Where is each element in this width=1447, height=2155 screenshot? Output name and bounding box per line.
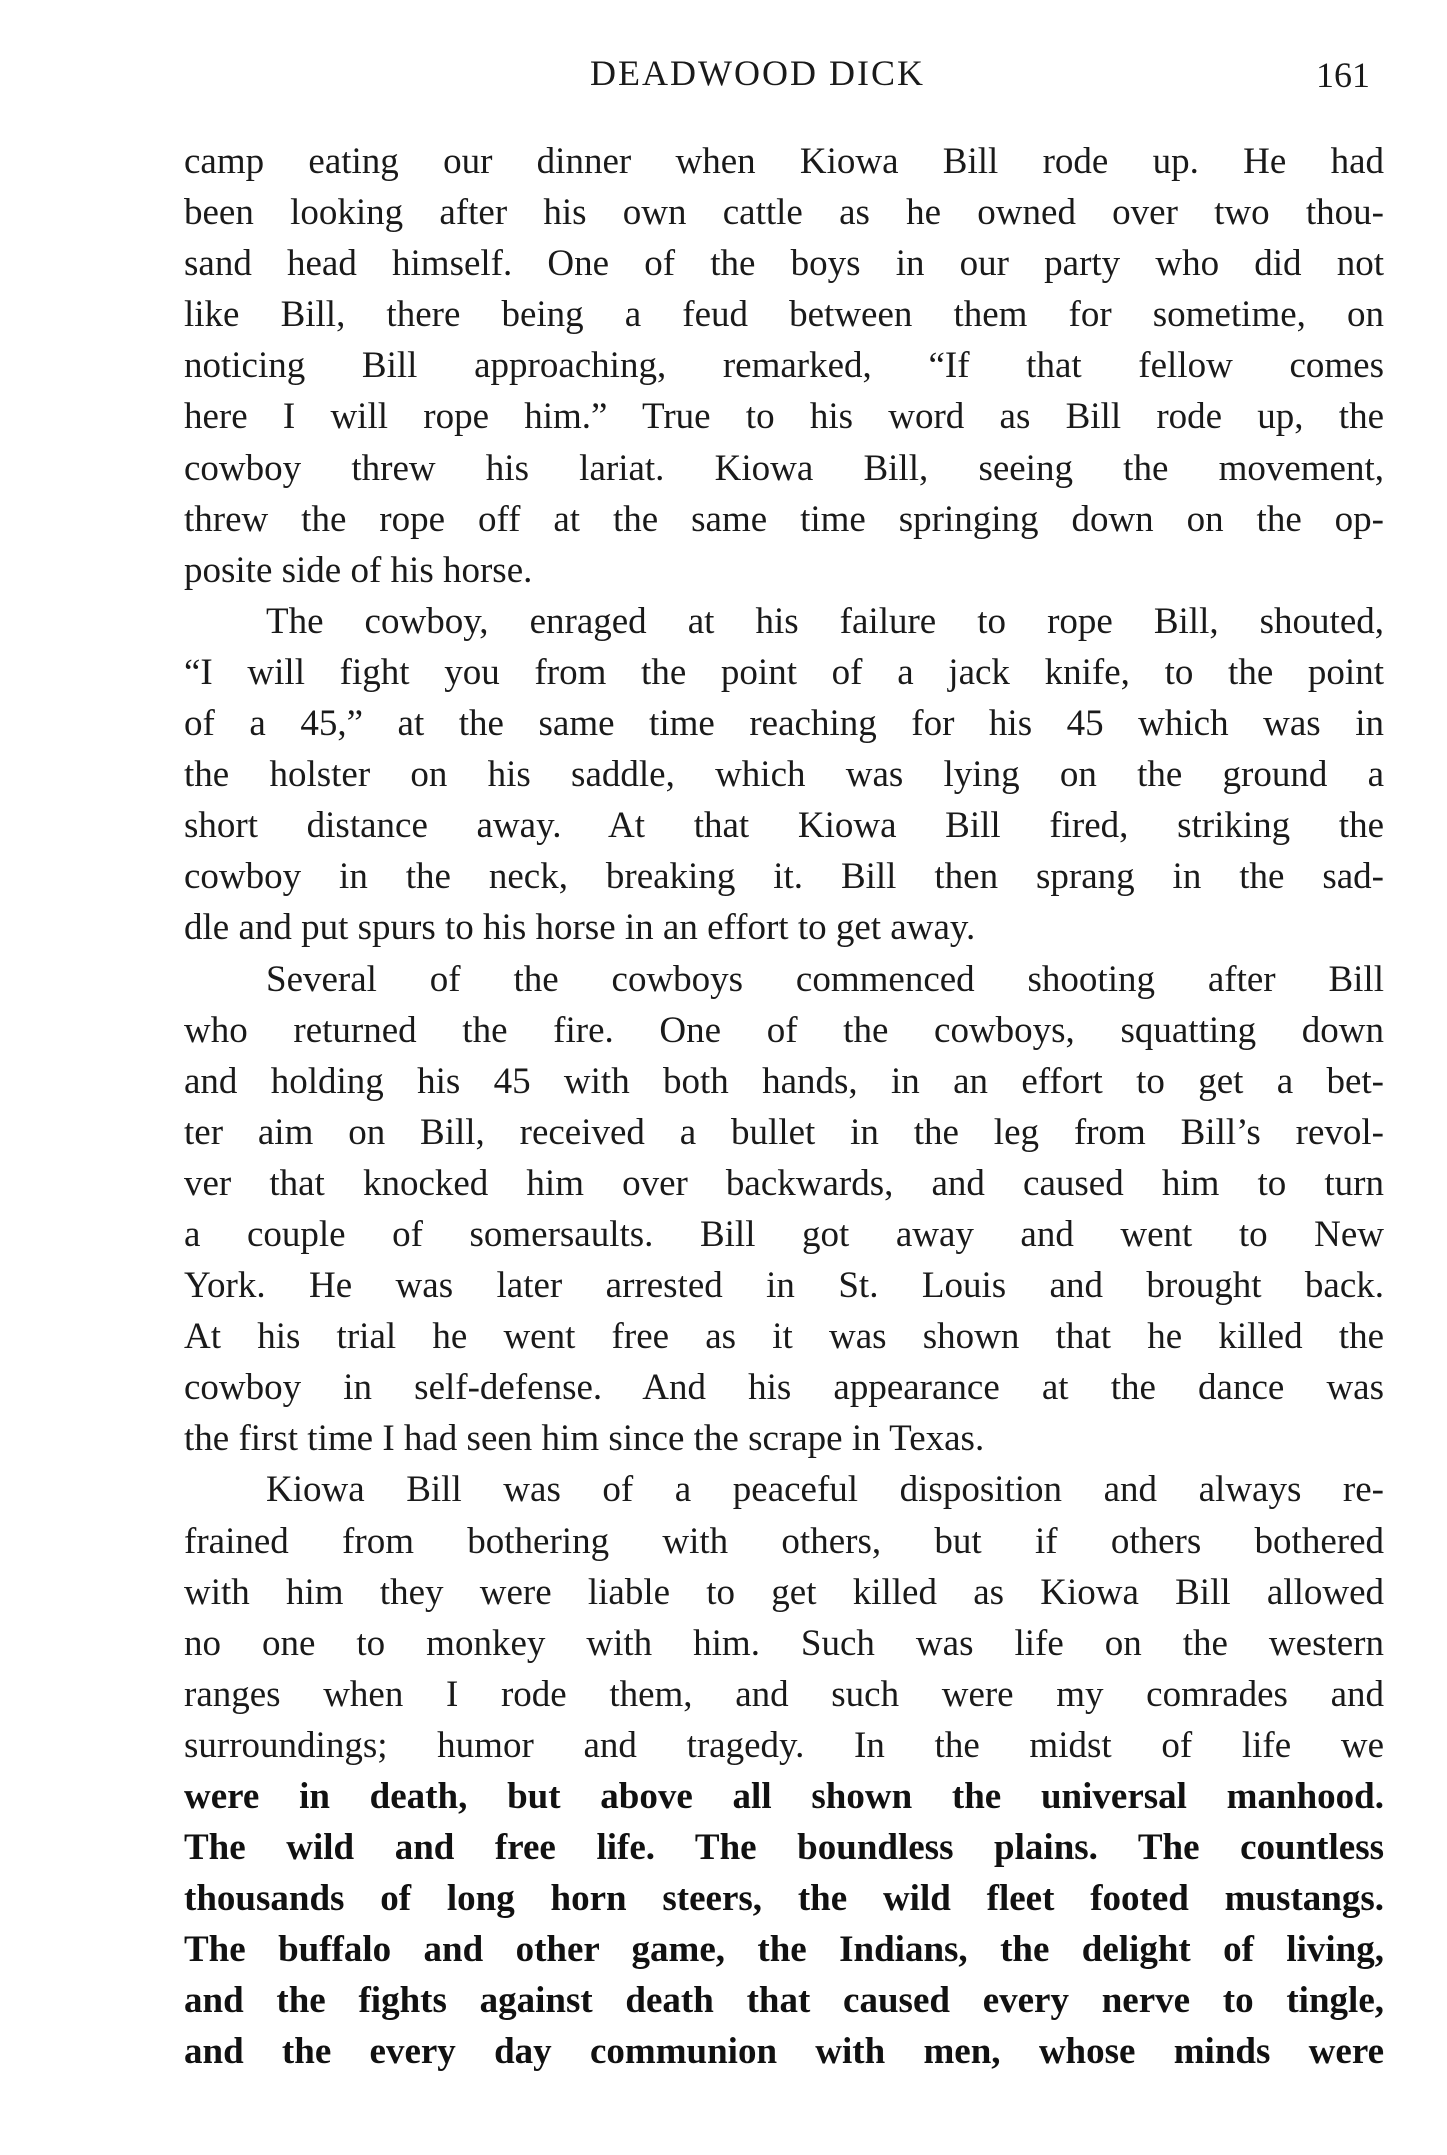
text-line: The cowboy, enraged at his failure to rope Bill, shouted, bbox=[266, 600, 1384, 642]
text-line: The wild and free life. The boundless plains. The countless bbox=[184, 1827, 1384, 1869]
text-line: dle and put spurs to his horse in an effort to get away. bbox=[184, 907, 976, 949]
text-line: “I will fight you from the point of a jack knife, to the point bbox=[184, 651, 1384, 693]
text-line: posite side of his horse. bbox=[184, 549, 533, 591]
running-title: DEADWOOD DICK bbox=[590, 53, 925, 93]
text-line: ter aim on Bill, received a bullet in the leg from Bill’s revol- bbox=[184, 1111, 1384, 1153]
text-line: Several of the cowboys commenced shooting after Bill bbox=[266, 958, 1384, 1000]
text-line: a couple of somersaults. Bill got away and went to New bbox=[184, 1213, 1384, 1255]
text-line: no one to monkey with him. Such was life on the western bbox=[184, 1622, 1384, 1664]
text-line: the first time I had seen him since the scrape in Texas. bbox=[184, 1418, 985, 1460]
text-line: surroundings; humor and tragedy. In the midst of life we bbox=[184, 1724, 1384, 1766]
text-line: ver that knocked him over backwards, and caused him to turn bbox=[184, 1162, 1384, 1204]
text-line: been looking after his own cattle as he owned over two thou- bbox=[184, 192, 1384, 234]
text-line: the holster on his saddle, which was lying on the ground a bbox=[184, 754, 1384, 796]
text-line: camp eating our dinner when Kiowa Bill rode up. He had bbox=[184, 141, 1384, 182]
text-line: sand head himself. One of the boys in our party who did not bbox=[184, 243, 1384, 285]
text-line: with him they were liable to get killed as Kiowa Bill allowed bbox=[184, 1571, 1384, 1613]
text-line: cowboy in the neck, breaking it. Bill then sprang in the sad- bbox=[184, 856, 1384, 898]
text-line: cowboy in self-defense. And his appearance at the dance was bbox=[184, 1367, 1384, 1409]
page-number: 161 bbox=[1316, 55, 1370, 95]
text-line: York. He was later arrested in St. Louis and brought back. bbox=[184, 1265, 1384, 1307]
text-line: thousands of long horn steers, the wild fleet footed mustangs. bbox=[184, 1878, 1384, 1920]
text-line: frained from bothering with others, but if others bothered bbox=[184, 1520, 1384, 1562]
text-line: were in death, but above all shown the universal manhood. bbox=[184, 1776, 1384, 1817]
running-header bbox=[0, 52, 1447, 102]
text-line: ranges when I rode them, and such were my comrades and bbox=[184, 1673, 1384, 1715]
text-line: Kiowa Bill was of a peaceful disposition and always re- bbox=[266, 1469, 1384, 1511]
text-line: short distance away. At that Kiowa Bill fired, striking the bbox=[184, 805, 1384, 847]
text-line: of a 45,” at the same time reaching for his 45 which was in bbox=[184, 703, 1384, 745]
text-line: here I will rope him.” True to his word as Bill rode up, the bbox=[184, 396, 1384, 438]
text-line: and the every day communion with men, whose minds were bbox=[184, 2031, 1384, 2073]
text-line: who returned the fire. One of the cowboys, squatting down bbox=[184, 1009, 1384, 1051]
text-line: and holding his 45 with both hands, in an effort to get a bet- bbox=[184, 1060, 1384, 1102]
body-text bbox=[184, 136, 1384, 2078]
text-line: threw the rope off at the same time springing down on the op- bbox=[184, 498, 1384, 540]
text-line: like Bill, there being a feud between them for sometime, on bbox=[184, 294, 1384, 336]
text-line: cowboy threw his lariat. Kiowa Bill, seeing the movement, bbox=[184, 447, 1384, 489]
text-line: and the fights against death that caused every nerve to tingle, bbox=[184, 1980, 1384, 2022]
text-line: The buffalo and other game, the Indians, the delight of living, bbox=[184, 1929, 1384, 1971]
text-line: At his trial he went free as it was shown that he killed the bbox=[184, 1316, 1384, 1358]
text-line: noticing Bill approaching, remarked, “If that fellow comes bbox=[184, 345, 1384, 387]
